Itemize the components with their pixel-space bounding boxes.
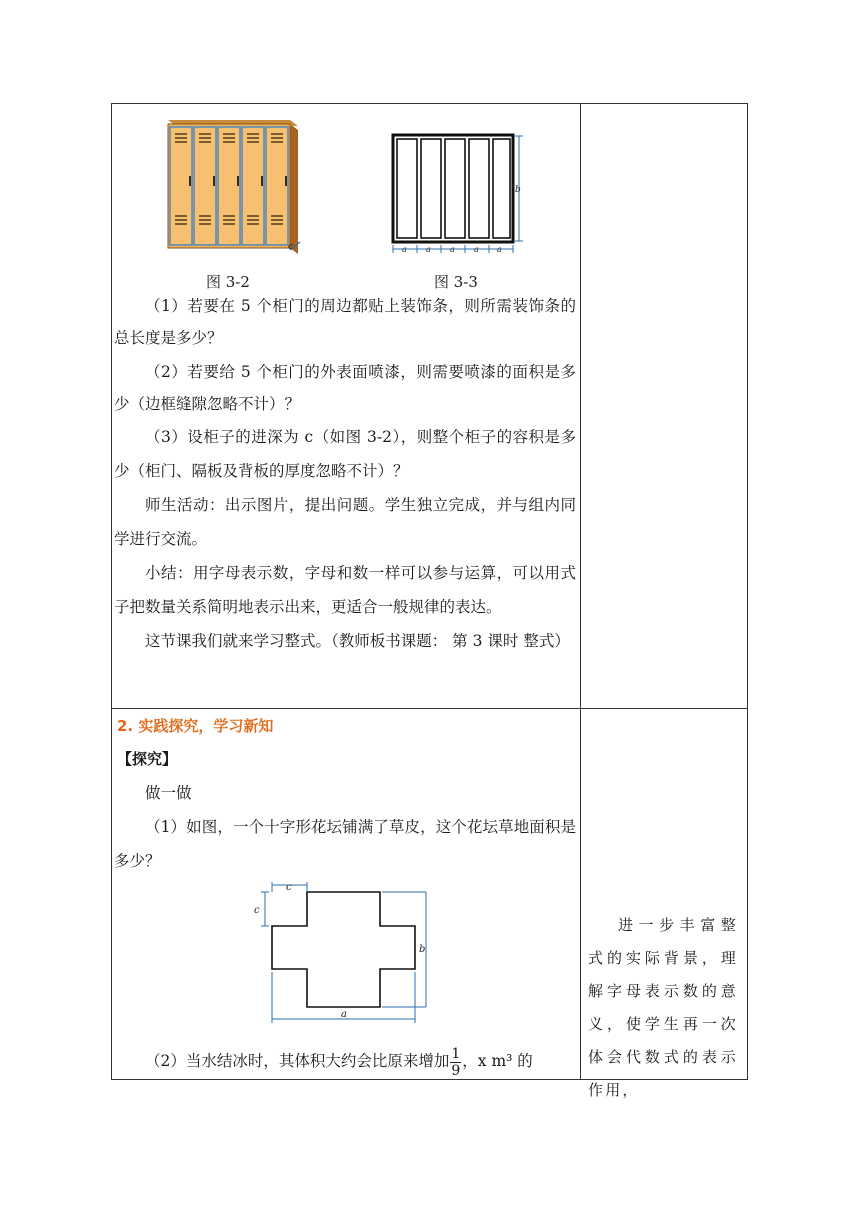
- fraction-numerator: 1: [451, 1045, 461, 1062]
- lesson-intro: 这节课我们就来学习整式。（教师板书课题： 第 3 课时 整式）: [145, 632, 570, 650]
- design-intent-note: 进一步丰富整式的实际背景，理解字母表示数的意义，使学生再一次体会代数式的表示作用，: [588, 916, 738, 1099]
- cross-flowerbed-diagram: [239, 882, 424, 1024]
- fraction-denominator: 9: [451, 1062, 461, 1079]
- column-divider: [580, 104, 581, 1079]
- cabinet-front-diagram: [389, 132, 529, 254]
- lower-left-cell: [114, 710, 576, 1079]
- cross-label-a: a: [341, 1009, 347, 1020]
- question-2: （2）若要给 5 个柜门的外表面喷漆，则需要喷漆的面积是多少（边框缝隙忽略不计）？: [114, 363, 576, 413]
- explore-label: 【探究】: [117, 750, 178, 768]
- do-it-label: 做一做: [145, 784, 192, 802]
- ice-question: [114, 1044, 576, 1079]
- cross-label-c-left: c: [254, 905, 260, 916]
- cabinet-illustration: [164, 116, 306, 256]
- depth-label-c: c: [288, 242, 294, 252]
- figure-caption-3-3: 图 3-3: [434, 273, 478, 291]
- ice-question-suffix: ，x m³ 的: [462, 1052, 533, 1070]
- fraction-one-ninth: [450, 1046, 461, 1079]
- cross-label-b: b: [419, 944, 426, 955]
- cross-label-c-top: c: [286, 882, 292, 893]
- width-label-a: a: [450, 245, 455, 254]
- section-title: 2. 实践探究，学习新知: [117, 717, 274, 735]
- height-label-b: b: [515, 185, 521, 195]
- question-3: （3）设柜子的进深为 c（如图 3-2），则整个柜子的容积是多少（柜门、隔板及背板的厚度忽略不计）？: [114, 428, 576, 480]
- ice-question-prefix: （2）当水结冰时，其体积大约会比原来增加: [145, 1052, 450, 1070]
- question-1: （1）若要在 5 个柜门的周边都贴上装饰条，则所需装饰条的总长度是多少？: [114, 297, 576, 347]
- width-label-a: a: [474, 245, 479, 254]
- row-divider: [112, 708, 747, 709]
- width-label-a: a: [497, 245, 502, 254]
- summary-text: 小结：用字母表示数，字母和数一样可以参与运算，可以用式子把数量关系简明地表示出来，更适合一般规律的表达。: [114, 564, 576, 616]
- lesson-table: [111, 103, 748, 1099]
- cross-question: （1）如图，一个十字形花坛铺满了草皮，这个花坛草地面积是多少？: [114, 818, 576, 870]
- teacher-student-activity: 师生活动：出示图片，提出问题。学生独立完成，并与组内同学进行交流。: [114, 496, 576, 548]
- width-label-a: a: [426, 245, 431, 254]
- width-label-a: a: [402, 245, 407, 254]
- figure-caption-3-2: 图 3-2: [206, 273, 250, 291]
